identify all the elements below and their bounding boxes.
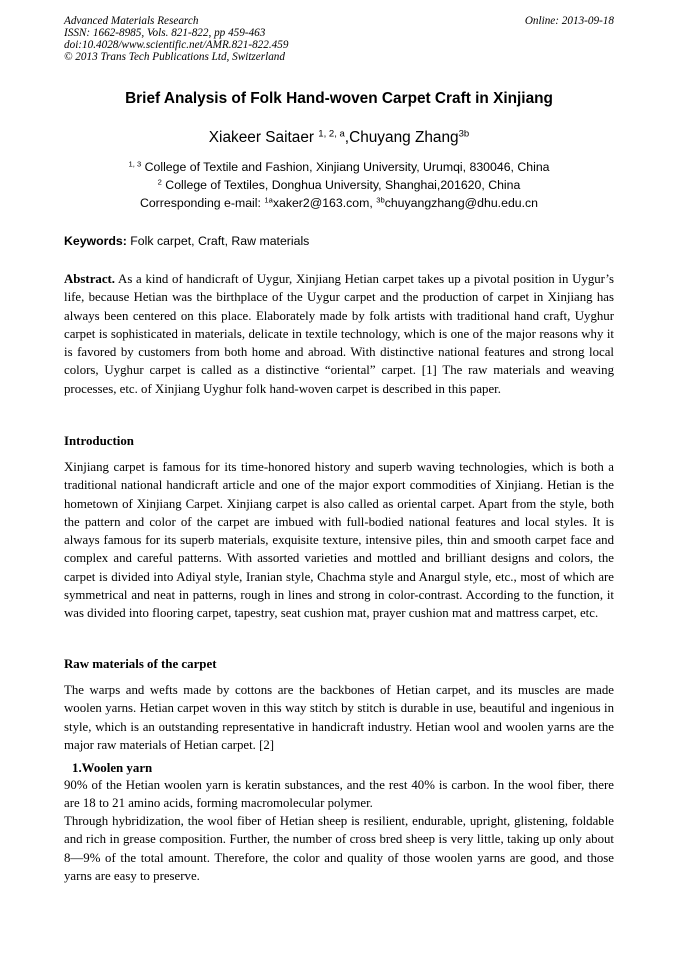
keywords-text: Folk carpet, Craft, Raw materials <box>126 234 310 248</box>
section-heading-raw-materials: Raw materials of the carpet <box>64 657 217 671</box>
abstract <box>64 270 614 398</box>
email-2: chuyangzhang@dhu.edu.cn <box>384 196 539 210</box>
paper-title: Brief Analysis of Folk Hand-woven Carpet Craft in Xinjiang <box>125 90 553 107</box>
affiliation-1 <box>0 160 678 174</box>
affiliation-1-text: College of Textile and Fashion, Xinjiang University, Urumqi, 830046, China <box>141 160 550 174</box>
affiliation-2 <box>0 178 678 192</box>
woolen-yarn-paragraph-2: Through hybridization, the wool fiber of Hetian sheep is resilient, endurable, upright, glistening, foldable and rich in grease composition. Further, the number of cross bred sheep is very little, taking up only about 8—9% of the total amount. Therefore, the color and quality of those woolen yarns are good, and those yarns are easy to preserve. <box>64 814 614 883</box>
author-1-name: Xiakeer Saitaer <box>208 129 319 146</box>
journal-name: Advanced Materials Research <box>64 15 199 27</box>
keywords-label: Keywords: <box>64 234 127 248</box>
affiliation-2-text: College of Textiles, Donghua University, Shanghai,201620, China <box>161 178 521 192</box>
corresponding-label: Corresponding e-mail: <box>139 196 265 210</box>
email-1-marker: 1a <box>264 195 273 205</box>
author-separator: , <box>344 129 350 146</box>
issn-line: ISSN: 1662-8985, Vols. 821-822, pp 459-463 <box>64 27 266 39</box>
author-1-affil-marker: 1, 2, a <box>318 128 345 140</box>
affiliation-1-marker: 1, 3 <box>128 159 142 169</box>
email-2-marker: 3b <box>376 195 385 205</box>
introduction-body: Xinjiang carpet is famous for its time-honored history and superb waving technologies, which is both a traditional national handicraft article and one of the major export commodities of Xinjiang. Hetian is the hometown of Xinjiang Carpet. Xinjiang carpet is also called as oriental carpet. Apart from the style, both the pattern and color of the carpet are imbued with full-bodied national features and local styles. It is always famous for its superb materials, exquisite texture, intensive piles, thin and smooth carpet face and complex and careful patterns. With assorted varieties and mottled and brilliant designs and colors, the carpet is divided into Adiyal style, Iranian style, Chachma style and Anargul style, etc., most of which are symmetrical and neat in patterns, rough in lines and strong in color-contrast. According to the function, it was divided into flooring carpet, tapestry, seat cushion mat, prayer cushion mat and mattress carpet, etc. <box>64 460 614 621</box>
abstract-text: As a kind of handicraft of Uygur, Xinjiang Hetian carpet takes up a pivotal position in Uygur’s life, because Hetian was the birthplace of the Uygur carpet and the production of carpet in Xinjiang has always been centered on this place. Elaborately made by folk artists with traditional hand craft, Uyghur carpet is sophisticated in materials, delicate in textile technology, which is one of the major reasons why it is favored by customers from both home and abroad. With distinctive national features and strong local colors, Uyghur carpet is called as a distinctive “oriental” carpet. [1] The raw materials and weaving processes, etc. of Xinjiang Uyghur folk hand-woven carpet is described in this paper. <box>64 272 614 396</box>
online-date: Online: 2013-09-18 <box>524 15 614 27</box>
email-1: xaker2@163.com, <box>272 196 377 210</box>
woolen-yarn-paragraph-1: 90% of the Hetian woolen yarn is keratin substances, and the rest 40% is carbon. In the wool fiber, there are 18 to 21 amino acids, forming macromolecular polymer. <box>64 778 614 811</box>
affiliation-2-marker: 2 <box>157 177 162 187</box>
corresponding-email <box>0 196 678 210</box>
section-heading-introduction: Introduction <box>64 434 134 448</box>
copyright-line: © 2013 Trans Tech Publications Ltd, Switzerland <box>64 51 285 63</box>
subsection-heading-woolen-yarn: 1.Woolen yarn <box>72 761 153 775</box>
doi-line: doi:10.4028/www.scientific.net/AMR.821-822.459 <box>64 39 289 51</box>
author-line <box>0 129 678 147</box>
abstract-label: Abstract. <box>64 272 116 286</box>
journal-header <box>64 15 288 63</box>
raw-materials-body: The warps and wefts made by cottons are the backbones of Hetian carpet, and its muscles are made woolen yarns. Hetian carpet woven in this way stitch by stitch is durable in use, beautiful and ingenious in style, which is an outstanding representative in handicraft industry. Hetian wool and woolen yarns are the major raw materials of Hetian carpet. [2] <box>64 683 614 752</box>
keywords <box>64 234 309 248</box>
author-2-affil-marker: 3b <box>458 128 470 140</box>
author-2-name: Chuyang Zhang <box>349 129 459 146</box>
